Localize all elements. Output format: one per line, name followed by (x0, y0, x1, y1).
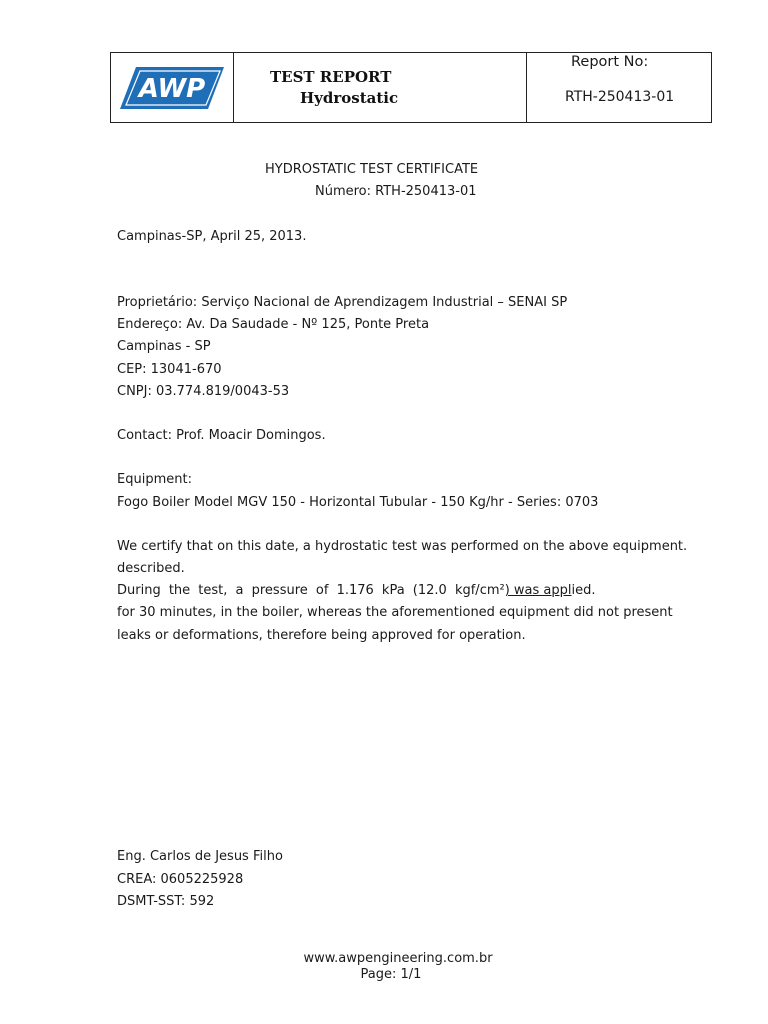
statement-line-2: described. (117, 561, 185, 576)
owner-cep: CEP: 13041-670 (117, 362, 222, 377)
title-cell (234, 53, 527, 122)
awp-logo (118, 65, 226, 111)
footer-website[interactable]: www.awpengineering.com.br (303, 951, 493, 966)
report-number-cell (527, 53, 711, 122)
statement-line-1: We certify that on this date, a hydrostatic test was performed on the above equipment. (117, 539, 688, 554)
signature-name: Eng. Carlos de Jesus Filho (117, 849, 283, 864)
report-number-label: Report No: (571, 54, 649, 70)
signature-crea: CREA: 0605225928 (117, 872, 244, 887)
signature-dsmt: DSMT-SST: 592 (117, 894, 215, 909)
owner-proprietario: Proprietário: Serviço Nacional de Aprendizagem Industrial – SENAI SP (117, 295, 568, 310)
report-title: TEST REPORT (270, 68, 392, 86)
contact-line: Contact: Prof. Moacir Domingos. (117, 428, 326, 443)
logo-text: AWP (138, 73, 206, 104)
owner-endereco: Endereço: Av. Da Saudade - Nº 125, Ponte Preta (117, 317, 430, 332)
logo-cell (111, 53, 234, 122)
place-date: Campinas-SP, April 25, 2013. (117, 229, 307, 244)
report-subtitle: Hydrostatic (300, 89, 399, 107)
certificate-number: Número: RTH-250413-01 (315, 184, 477, 199)
report-header (110, 52, 712, 123)
equipment-label: Equipment: (117, 472, 192, 487)
footer-page: Page: 1/1 (360, 967, 422, 982)
statement-line-3-c: ied. (571, 583, 596, 598)
owner-cnpj: CNPJ: 03.774.819/0043-53 (117, 384, 290, 399)
statement-line-3-a: During the test, a pressure of 1.176 kPa (12.0 kgf/cm² (117, 583, 505, 598)
owner-cidade: Campinas - SP (117, 339, 211, 354)
statement-line-4: for 30 minutes, in the boiler, whereas the aforementioned equipment did not present (117, 605, 673, 620)
equipment-description: Fogo Boiler Model MGV 150 - Horizontal Tubular - 150 Kg/hr - Series: 0703 (117, 495, 599, 510)
statement-line-3 (117, 583, 596, 599)
certificate-heading: HYDROSTATIC TEST CERTIFICATE (265, 162, 479, 177)
statement-line-5: leaks or deformations, therefore being approved for operation. (117, 628, 526, 643)
statement-line-3-underlined: ) was appl (504, 583, 572, 598)
report-number-value: RTH-250413-01 (565, 89, 675, 105)
